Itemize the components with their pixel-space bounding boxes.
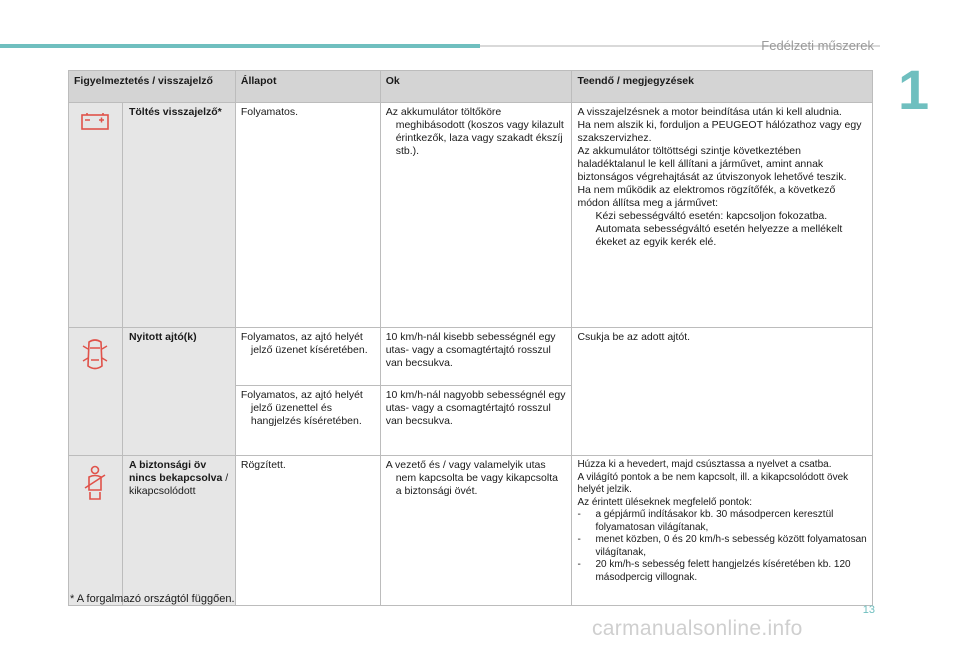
cause-text: 10 km/h-nál kisebb sebességnél egy utas- vagy a csomagtértajtó rosszul van becsukva.	[380, 328, 572, 386]
action-text: A visszajelzésnek a motor beindítása után ki kell aludnia. Ha nem alszik ki, forduljon a PEUGEOT hálózathoz vagy egy szakszervizhez. Az akkumulátor töltöttségi szintje következtében haladéktalanul le kell állítani a járművet, amint annak biztonságos végrehajtását az útviszonyok lehetővé teszik. Ha nem működik az elektromos rögzítőfék, a következő módon állítsa meg a járművet: Kézi sebességváltó esetén: kapcsoljon fokozatba. Automata sebességváltó esetén helyezze a mellékelt ékeket az egyik kerék elé.	[572, 103, 873, 328]
state-text: Folyamatos, az ajtó helyét jelző üzenet kíséretében.	[235, 328, 380, 386]
table-header-row	[69, 71, 873, 103]
state-text: Rögzített.	[235, 456, 380, 606]
warning-table	[68, 70, 873, 606]
indicator-name: A biztonsági öv nincs bekapcsolva / kikapcsolódott	[122, 456, 235, 606]
list-item: Kézi sebességváltó esetén: kapcsoljon fokozatba.	[595, 210, 828, 222]
action-text: Csukja be az adott ajtót.	[572, 328, 873, 456]
cause-text: Az akkumulátor töltőköre meghibásodott (koszos vagy kilazult érintkezők, laza vagy szakadt ékszíj stb.).	[380, 103, 572, 328]
indicator-name: Töltés visszajelző*	[122, 103, 235, 328]
section-title: Fedélzeti műszerek	[761, 38, 874, 53]
chapter-number: 1	[898, 58, 930, 121]
open-door-icon	[80, 336, 110, 376]
action-text: Húzza ki a hevedert, majd csúsztassa a nyelvet a csatba. A világító pontok a be nem kapcsolt, ill. a kikapcsolódott övek helyét jelzik. Az érintett üléseknek megfelelő pontok: - a gépjármű indításakor kb. 30 másodpercen keresztül folyamatosan világítanak, - menet közben, 0 és 20 km/h-s sebesség között folyamatosan világítanak, - 20 km/h-s sebesség felett hangjelzés kíséretében kb. 120 másodpercig villognak.	[572, 456, 873, 606]
watermark: carmanualsonline.info	[592, 617, 803, 640]
indicator-name: Nyitott ajtó(k)	[122, 328, 235, 456]
state-text: Folyamatos.	[235, 103, 380, 328]
state-text: Folyamatos, az ajtó helyét jelző üzenettel és hangjelzés kíséretében.	[235, 386, 380, 456]
battery-icon	[80, 111, 110, 131]
table-row	[69, 103, 873, 328]
list-item: Automata sebességváltó esetén helyezze a mellékelt ékeket az egyik kerék elé.	[595, 223, 843, 248]
cause-text: 10 km/h-nál nagyobb sebességnél egy utas- vagy a csomagtértajtó rosszul van becsukva.	[380, 386, 572, 456]
seatbelt-icon	[80, 464, 110, 502]
footnote: * A forgalmazó országtól függően.	[70, 593, 235, 605]
cause-text: A vezető és / vagy valamelyik utas nem kapcsolta be vagy kikapcsolta a biztonsági övét.	[380, 456, 572, 606]
table-row	[69, 328, 873, 386]
header-state: Állapot	[235, 71, 380, 103]
page-number: 13	[862, 604, 875, 616]
header-cause: Ok	[380, 71, 572, 103]
header-indicator: Figyelmeztetés / visszajelző	[69, 71, 236, 103]
list-item: - menet közben, 0 és 20 km/h-s sebesség között folyamatosan világítanak,	[577, 534, 867, 558]
list-item: - 20 km/h-s sebesség felett hangjelzés kíséretében kb. 120 másodpercig villognak.	[577, 559, 851, 583]
header-action: Teendő / megjegyzések	[572, 71, 873, 103]
table-row	[69, 456, 873, 606]
header-accent-bar	[0, 44, 480, 48]
list-item: - a gépjármű indításakor kb. 30 másodpercen keresztül folyamatosan világítanak,	[577, 509, 834, 533]
